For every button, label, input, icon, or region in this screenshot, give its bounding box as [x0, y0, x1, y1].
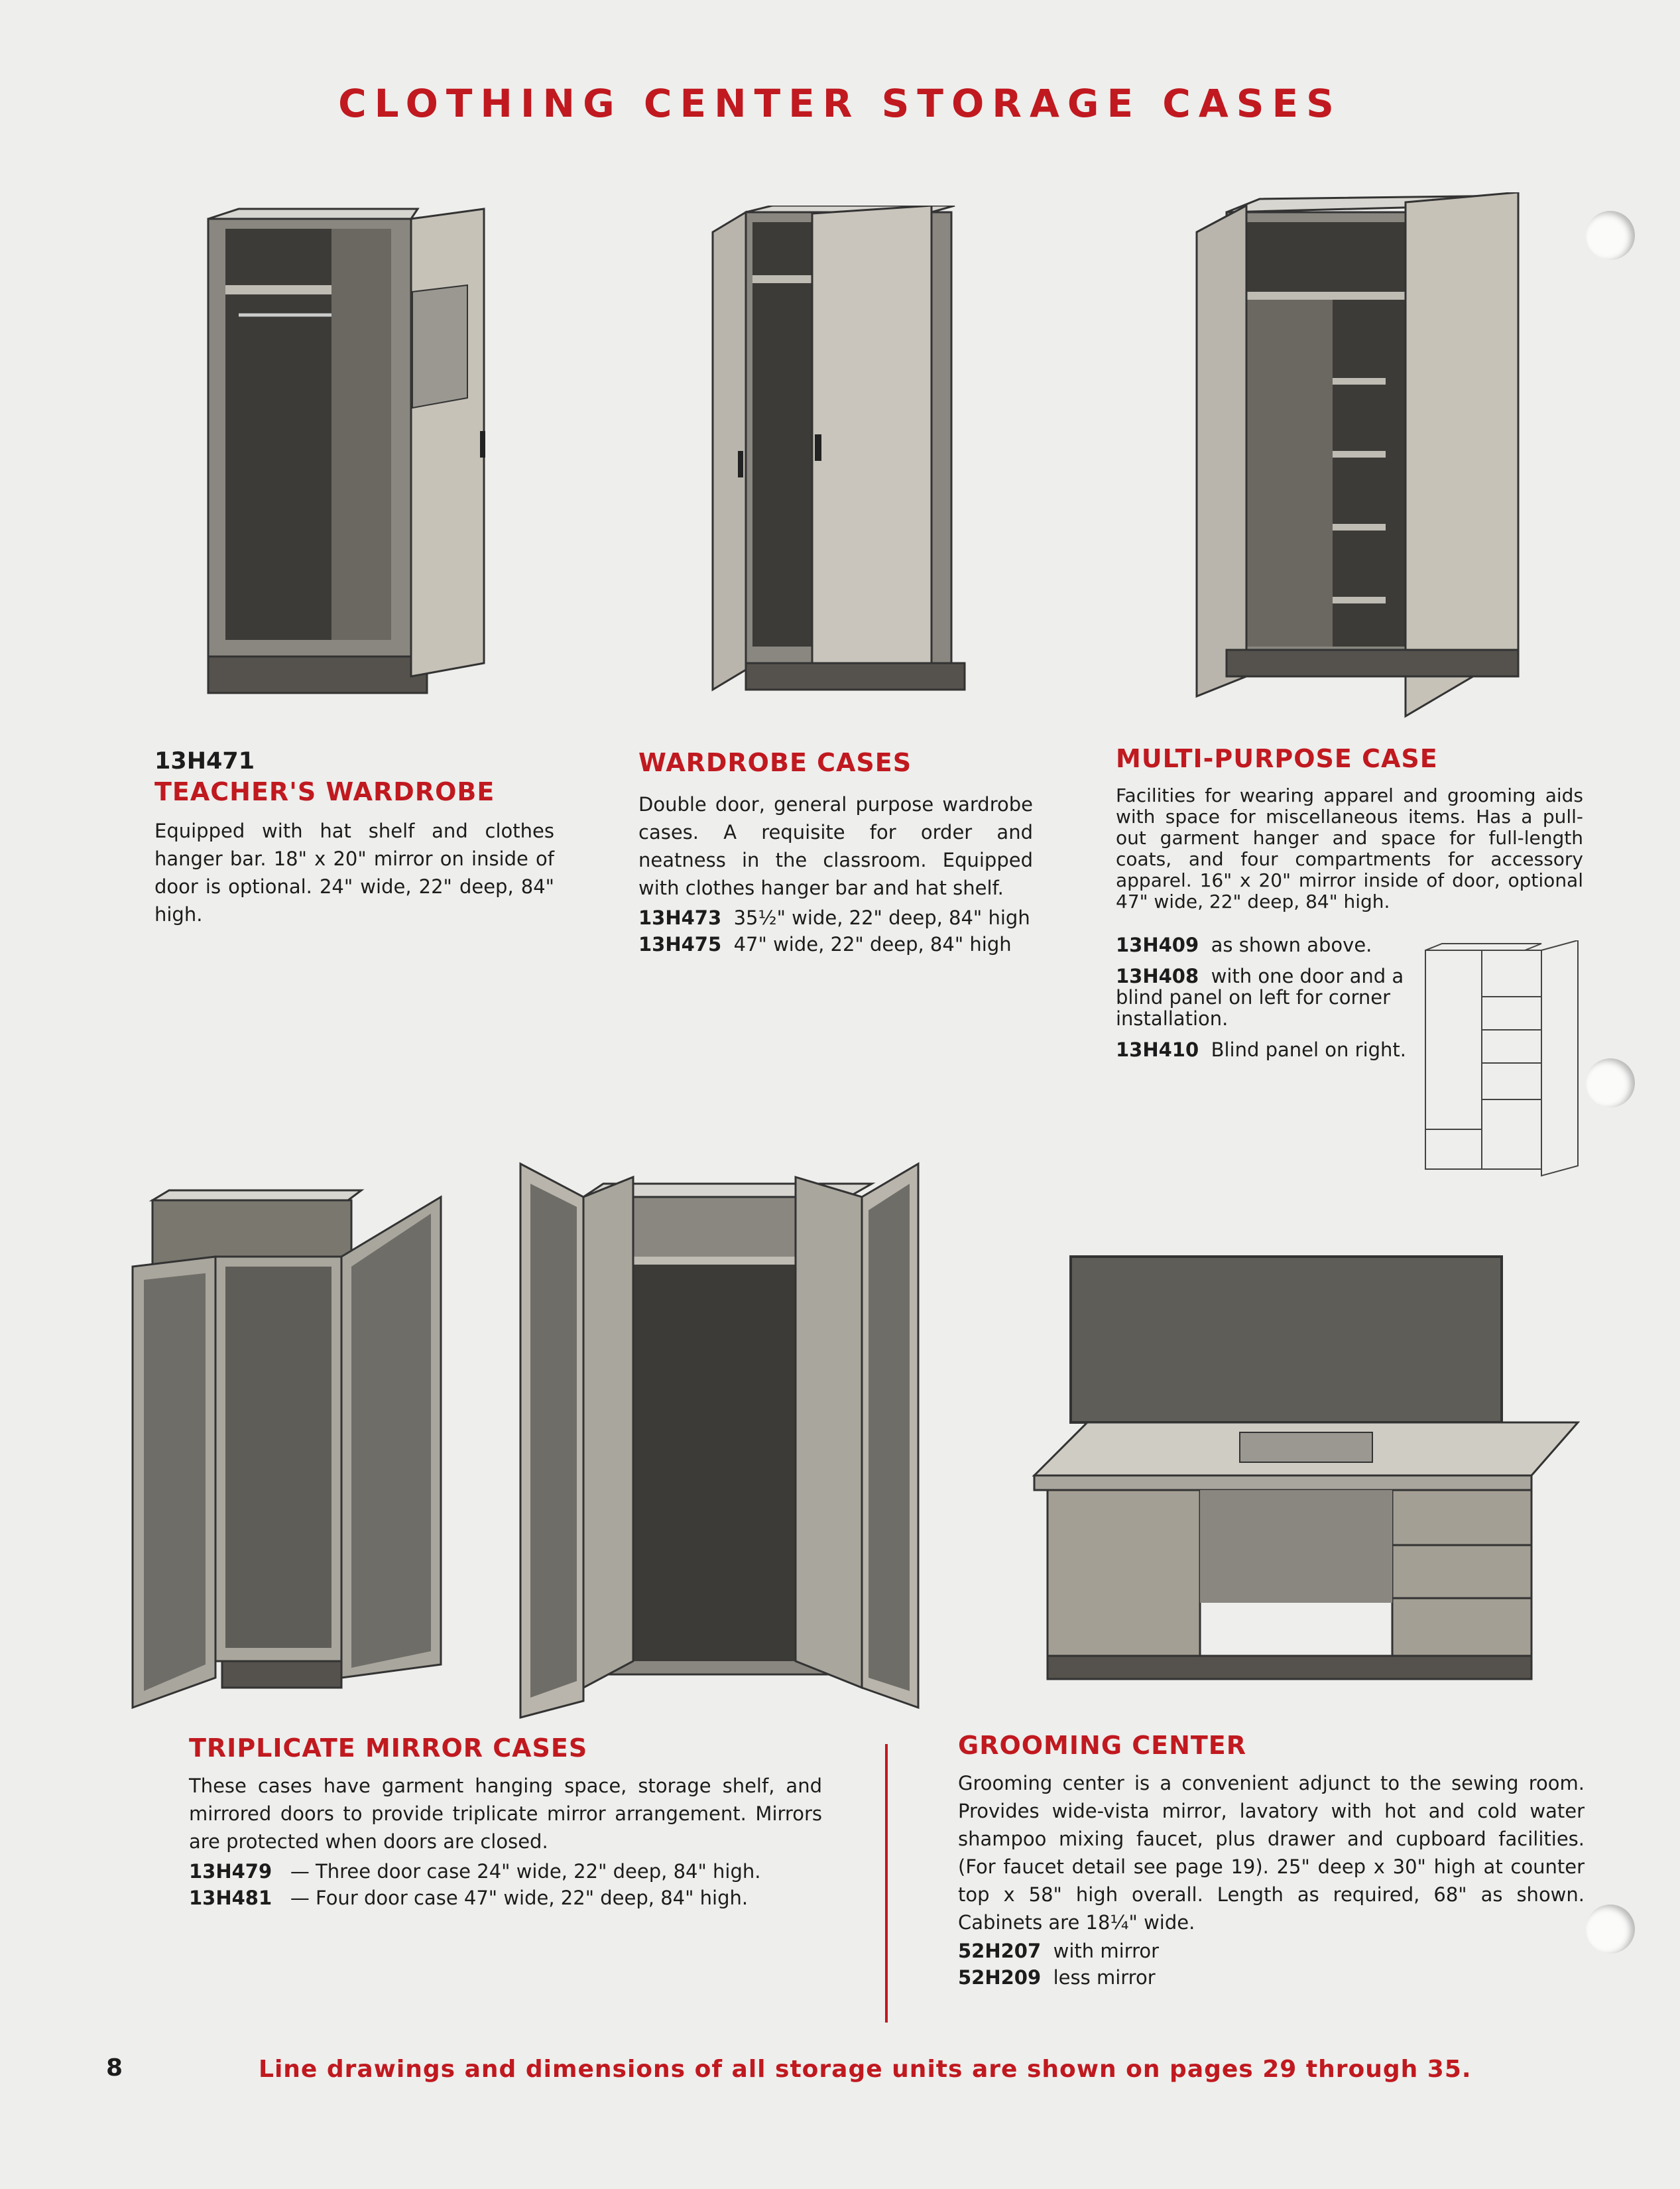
wardrobe-cases-title: WARDROBE CASES	[638, 748, 912, 777]
grooming-center-title: GROOMING CENTER	[958, 1731, 1247, 1760]
wardrobe-cases-description: Double door, general purpose wardrobe cases. A requisite for order and neatness in the classroom. Equipped with clothes hanger bar and hat shelf.	[638, 793, 1033, 899]
model-code: 13H408	[1116, 965, 1199, 987]
triplicate-mirror-cases-description: These cases have garment hanging space, storage shelf, and mirrored doors to provide triplicate mirror arrangement. Mirrors are protected when doors are closed.	[189, 1775, 822, 1853]
binder-hole-middle	[1586, 1058, 1635, 1107]
model-row	[958, 1964, 1585, 1991]
model-code: 13H473	[638, 907, 722, 929]
model-code: 52H207	[958, 1940, 1042, 1962]
triplicate-mirror-four-door-illustration	[517, 1157, 928, 1721]
multi-purpose-case-models	[1116, 934, 1417, 1061]
model-desc: 47" wide, 22" deep, 84" high	[733, 933, 1012, 956]
binder-hole-bottom	[1586, 1905, 1635, 1954]
model-desc: — Three door case 24" wide, 22" deep, 84" high.	[290, 1860, 761, 1883]
grooming-center-illustration	[1028, 1253, 1585, 1691]
model-desc: — Four door case 47" wide, 22" deep, 84" high.	[290, 1887, 749, 1909]
model-desc: with one door and a blind panel on left for corner installation.	[1116, 965, 1404, 1030]
multi-purpose-case-title: MULTI-PURPOSE CASE	[1116, 744, 1438, 773]
multi-purpose-case-block	[1116, 744, 1583, 912]
footer-note: Line drawings and dimensions of all storage units are shown on pages 29 through 35.	[259, 2056, 1472, 2083]
wardrobe-case-illustration	[706, 206, 998, 716]
model-desc: 35½" wide, 22" deep, 84" high	[733, 907, 1030, 929]
multi-purpose-case-line-drawing	[1419, 940, 1585, 1186]
multi-purpose-case-description: Facilities for wearing apparel and grooming aids with space for miscellaneous items. Has a pull-out garment hanger and space for full-length coats, and four compartments for accessory apparel. 16" x 20" mirror inside of door, optional 47" wide, 22" deep, 84" high.	[1116, 784, 1583, 912]
multi-purpose-case-illustration	[1187, 192, 1531, 723]
teachers-wardrobe-description: Equipped with hat shelf and clothes hanger bar. 18" x 20" mirror on inside of door is optional. 24" wide, 22" deep, 84" high.	[154, 820, 554, 926]
teachers-wardrobe-title: TEACHER'S WARDROBE	[154, 777, 495, 806]
teachers-wardrobe-block	[154, 748, 554, 928]
model-code: 13H481	[189, 1887, 272, 1909]
model-desc: Blind panel on right.	[1211, 1038, 1406, 1061]
grooming-center-description: Grooming center is a convenient adjunct to the sewing room. Provides wide-vista mirror, lavatory with hot and cold water shampoo mixing faucet, plus drawer and cupboard facilities. (For faucet detail see page 19). 25" deep x 30" high at counter top x 58" high overall. Length as required, 68" as shown. Cabinets are 18¼" wide.	[958, 1772, 1585, 1934]
page-title: CLOTHING CENTER STORAGE CASES	[338, 81, 1342, 126]
grooming-center-block	[958, 1731, 1585, 1991]
teachers-wardrobe-illustration	[199, 206, 510, 710]
model-desc: less mirror	[1053, 1966, 1156, 1989]
triplicate-mirror-cases-title: TRIPLICATE MIRROR CASES	[189, 1733, 588, 1763]
model-code: 13H409	[1116, 934, 1199, 956]
model-code: 13H410	[1116, 1038, 1199, 1061]
model-desc: with mirror	[1053, 1940, 1160, 1962]
triplicate-mirror-three-door-illustration	[129, 1187, 448, 1718]
model-row	[958, 1938, 1585, 1964]
binder-hole-top	[1586, 211, 1635, 260]
triplicate-mirror-cases-block	[189, 1733, 822, 1911]
model-code: 13H479	[189, 1860, 272, 1883]
model-row	[1116, 1038, 1417, 1061]
model-row	[1116, 966, 1417, 1029]
column-divider	[885, 1744, 888, 2023]
model-desc: as shown above.	[1211, 934, 1372, 956]
wardrobe-cases-block	[638, 748, 1033, 958]
model-row	[638, 905, 1033, 931]
page-number: 8	[106, 2054, 123, 2082]
model-row	[1116, 934, 1417, 956]
model-row	[638, 931, 1033, 958]
model-row	[189, 1885, 822, 1911]
teachers-wardrobe-code: 13H471	[154, 748, 255, 775]
model-code: 13H475	[638, 933, 722, 956]
model-code: 52H209	[958, 1966, 1042, 1989]
model-row	[189, 1858, 822, 1885]
